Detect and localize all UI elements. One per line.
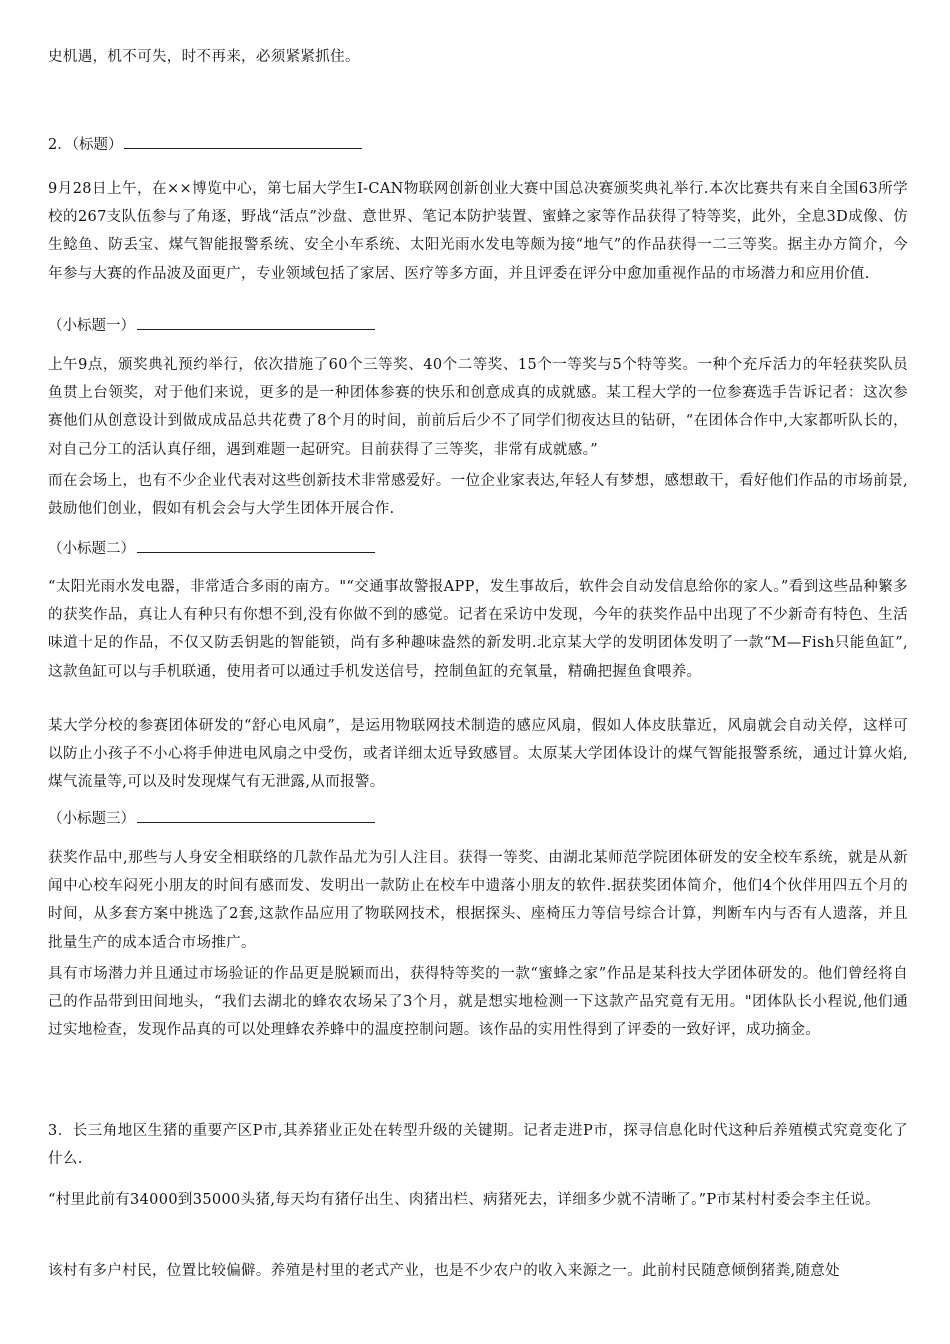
subtitle-2-label: （小标题二）	[48, 541, 135, 557]
subtitle-2-line	[48, 537, 375, 561]
subtitle-2-blank	[137, 538, 375, 553]
q3-intro-paragraph: 3．长三角地区生猪的重要产区P市,其养猪业正处在转型升级的关键期。记者走进P市，探寻信息化时代这种后养殖模式究竟变化了什么.	[48, 1123, 908, 1168]
subtitle-1-label: （小标题一）	[48, 318, 135, 334]
q3-paragraph-1: 该村有多户村民，位置比较偏僻。养殖是村里的老式产业，也是不少农户的收入来源之一。此前村民随意倾倒猪粪,随意处	[48, 1263, 841, 1279]
q3-quote-paragraph: “村里此前有34000到35000头猪,每天均有猪仔出生、肉猪出栏、病猪死去，详细多少就不清晰了。”P市某村村委会李主任说。	[48, 1192, 880, 1208]
subtitle-3-line	[48, 807, 375, 831]
q2-paragraph-2: 而在会场上，也有不少企业代表对这些创新技术非常感爱好。一位企业家表达,年轻人有梦想，感想敢干，看好他们作品的市场前景,鼓励他们创业，假如有机会会与大学生团体开展合作.	[48, 473, 908, 518]
title-blank	[124, 134, 362, 149]
subtitle-1-blank	[137, 315, 375, 330]
subtitle-3-label: （小标题三）	[48, 811, 135, 827]
continuation-paragraph: 史机遇，机不可失，时不再来，必须紧紧抓住。	[48, 49, 360, 65]
subtitle-1-line	[48, 314, 375, 338]
q2-paragraph-3: “太阳光雨水发电器，非常适合多雨的南方。"“交通事故警报APP，发生事故后，软件会自动发信息给你的家人。”看到这些品种繁多的获奖作品，真让人有种只有你想不到,没有你做不到的感觉。记者在采访中发现，今年的获奖作品中出现了不少新奇有特色、生活味道十足的作品，不仅又防丢钥匙的智能锁，尚有多种趣味盎然的新发明.北京某大学的发明团体发明了一款“M—Fish只能鱼缸”,这款鱼缸可以与手机联通，使用者可以通过手机发送信号，控制鱼缸的充氧量，精确把握鱼食喂养。	[48, 579, 908, 680]
q2-paragraph-5: 获奖作品中,那些与人身安全相联络的几款作品尤为引人注目。获得一等奖、由湖北某师范学院团体研发的安全校车系统，就是从新闻中心校车闷死小朋友的时间有感而发、发明出一款防止在校车中遗落小朋友的软件.据获奖团体简介，他们4个伙伴用四五个月的时间，从多套方案中挑选了2套,这款作品应用了物联网技术，根据探头、座椅压力等信号综合计算，判断车内与否有人遗落，并且批量生产的成本适合市场推广。	[48, 850, 908, 951]
q2-paragraph-4: 某大学分校的参赛团体研发的“舒心电风扇”，是运用物联网技术制造的感应风扇，假如人体皮肤靠近，风扇就会自动关停，这样可以防止小孩子不小心将手伸进电风扇之中受伤，或者详细太近导致感冒。太原某大学团体设计的煤气智能报警系统，通过计算火焰,煤气流量等,可以及时发现煤气有无泄露,从而报警。	[48, 718, 908, 791]
subtitle-3-blank	[137, 808, 375, 823]
question-2-heading	[48, 133, 362, 157]
q2-intro-paragraph: 9月28日上午，在××博览中心，第七届大学生I-CAN物联网创新创业大赛中国总决赛颁奖典礼举行.本次比赛共有来自全国63所学校的267支队伍参与了角逐，野战“活点”沙盘、意世界、笔记本防护装置、蜜蜂之家等作品获得了特等奖，此外，全息3D成像、仿生鲶鱼、防丢宝、煤气智能报警系统、安全小车系统、太阳光雨水发电等颇为接“地气”的作品获得一二三等奖。据主办方简介，今年参与大赛的作品波及面更广，专业领域包括了家居、医疗等多方面，并且评委在评分中愈加重视作品的市场潜力和应用价值.	[48, 181, 908, 282]
q2-paragraph-6: 具有市场潜力并且通过市场验证的作品更是脱颖而出，获得特等奖的一款“蜜蜂之家”作品是某科技大学团体研发的。他们曾经将自己的作品带到田间地头，“我们去湖北的蜂农农场呆了3个月，就是想实地检测一下这款产品究竟有无用。"团体队长小程说,他们通过实地检查，发现作品真的可以处理蜂农养蜂中的温度控制问题。该作品的实用性得到了评委的一致好评，成功摘金。	[48, 966, 908, 1039]
q2-paragraph-1: 上午9点，颁奖典礼预约举行，依次措施了60个三等奖、40个二等奖、15个一等奖与5个特等奖。一种个充斥活力的年轻获奖队员鱼贯上台领奖，对于他们来说，更多的是一种团体参赛的快乐和创意成真的成就感。某工程大学的一位参赛选手告诉记者：这次参赛他们从创意设计到做成成品总共花费了8个月的时间，前前后后少不了同学们彻夜达旦的钻研，“在团体合作中,大家都听队长的，对自己分工的活认真仔细，遇到难题一起研究。目前获得了三等奖，非常有成就感。”	[48, 357, 908, 458]
question-2-label: 2．（标题）	[48, 137, 123, 153]
